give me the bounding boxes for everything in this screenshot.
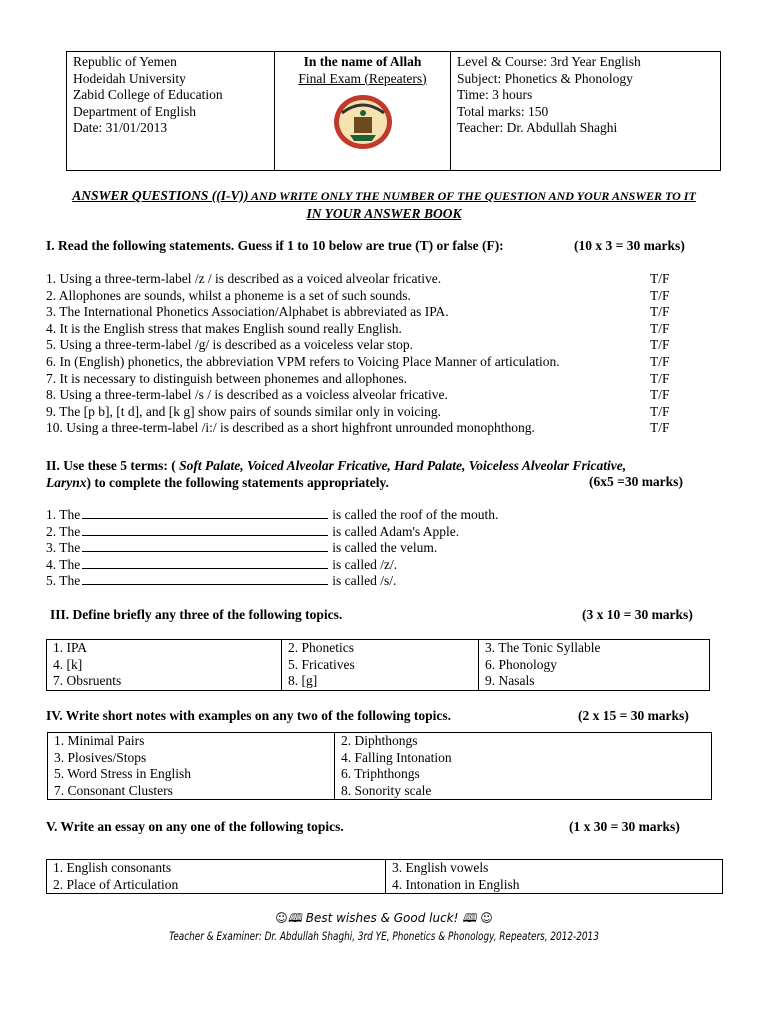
topic-item: 9. Nasals [485, 673, 535, 688]
question-2-intro: II. Use these 5 terms: ( [46, 458, 180, 473]
topic-item: 6. Phonology [485, 656, 558, 672]
answer-blank [82, 524, 328, 536]
institution-block [67, 52, 275, 170]
university-seal-icon [332, 93, 394, 151]
fill-in-suffix: is called /s/. [332, 573, 397, 589]
teacher-name: Teacher: Dr. Abdullah Shaghi [457, 120, 618, 135]
answer-blank [82, 557, 328, 569]
question-2-term-larynx: Larynx [46, 475, 87, 490]
statement-row [46, 288, 686, 305]
topics-column [47, 640, 282, 691]
statement-row [46, 304, 686, 321]
question-3-heading: III. Define briefly any three of the following topics. [50, 607, 343, 622]
basmala-title: In the name of Allah [303, 54, 422, 69]
true-false-marker: T/F [650, 271, 670, 286]
fill-in-suffix: is called the velum. [332, 540, 438, 556]
title-block [275, 52, 451, 170]
institution-line: Hodeidah University [73, 70, 186, 86]
statement-row [46, 387, 686, 404]
question-1-marks: (10 x 3 = 30 marks) [574, 238, 685, 253]
course-level: Level & Course: 3rd Year English [457, 54, 641, 69]
question-5-heading: V. Write an essay on any one of the following topics. [46, 819, 344, 834]
statement-row [46, 371, 686, 388]
fill-in-row [46, 557, 498, 574]
exam-header [66, 51, 721, 171]
true-false-marker: T/F [650, 420, 670, 436]
instruction-answer-book: IN YOUR ANSWER BOOK [306, 206, 462, 221]
question-4-topics-table [47, 732, 712, 800]
instruction-main: ANSWER QUESTIONS ((I-V)) [72, 188, 249, 203]
question-4-marks: (2 x 15 = 30 marks) [578, 708, 689, 723]
true-false-marker: T/F [650, 387, 670, 403]
institution-line: Zabid College of Education [73, 87, 223, 102]
total-marks: Total marks: 150 [457, 103, 549, 119]
topic-item: 7. Consonant Clusters [54, 782, 173, 798]
true-false-marker: T/F [650, 320, 670, 336]
fill-in-prefix: 1. The [46, 507, 81, 522]
statement-text: 7. It is necessary to distinguish between phonemes and allophones. [46, 370, 408, 386]
topics-column [48, 733, 335, 800]
question-2-marks: (6x5 =30 marks) [589, 474, 683, 489]
statement-row [46, 404, 686, 421]
statement-row [46, 321, 686, 338]
topics-column [282, 640, 479, 691]
answer-blank [82, 573, 328, 585]
instruction-line-2 [0, 206, 768, 222]
fill-in-row [46, 573, 498, 590]
fill-in-blank-list [46, 507, 498, 590]
statement-row [46, 420, 686, 437]
exam-type: Final Exam (Repeaters) [298, 70, 427, 86]
instruction-detail: AND WRITE ONLY THE NUMBER OF THE QUESTION AND YOUR ANSWER TO IT [248, 189, 696, 203]
question-2-instruction: ) to complete the following statements appropriately. [86, 475, 389, 490]
topic-item: 1. English consonants [53, 860, 172, 875]
statement-row [46, 271, 686, 288]
fill-in-row [46, 507, 498, 524]
fill-in-prefix: 4. The [46, 556, 81, 572]
topic-item: 3. English vowels [392, 860, 489, 875]
topic-item: 3. The Tonic Syllable [485, 640, 601, 655]
exam-date: Date: 31/01/2013 [73, 120, 168, 135]
statement-text: 9. The [p b], [t d], and [k g] show pairs of sounds similar only in voicing. [46, 403, 441, 419]
statement-text: 3. The International Phonetics Association/Alphabet is abbreviated as IPA. [46, 304, 449, 320]
statement-text: 5. Using a three-term-label /g/ is described as a voiceless velar stop. [46, 337, 414, 353]
topic-item: 4. [k] [53, 656, 83, 672]
topics-column [386, 860, 723, 894]
topics-column [335, 733, 712, 800]
topic-item: 8. Sonority scale [341, 782, 432, 798]
general-instruction [0, 188, 768, 204]
true-false-marker: T/F [650, 287, 670, 303]
topic-item: 5. Fricatives [288, 656, 355, 672]
topic-item: 2. Place of Articulation [53, 876, 179, 892]
question-1-heading: I. Read the following statements. Guess if 1 to 10 below are true (T) or false (F): [46, 238, 504, 253]
fill-in-row [46, 540, 498, 557]
statement-text: 2. Allophones are sounds, whilst a phoneme is a set of such sounds. [46, 287, 411, 303]
statement-text: 4. It is the English stress that makes English sound really English. [46, 320, 402, 336]
institution-line: Republic of Yemen [73, 54, 177, 69]
true-false-marker: T/F [650, 370, 670, 386]
fill-in-row [46, 524, 498, 541]
question-5-topics-table [46, 859, 723, 894]
topic-item: 8. [g] [288, 673, 318, 688]
topic-item: 2. Phonetics [288, 640, 354, 655]
good-luck-message: ☺🕮 Best wishes & Good luck! 🕮 ☺ [275, 911, 493, 925]
topic-item: 4. Intonation in English [392, 876, 520, 892]
topic-item: 3. Plosives/Stops [54, 749, 147, 765]
true-false-marker: T/F [650, 403, 670, 419]
topic-item: 7. Obsruents [53, 673, 122, 688]
fill-in-suffix: is called /z/. [332, 556, 398, 572]
topic-item: 4. Falling Intonation [341, 749, 452, 765]
topic-item: 2. Diphthongs [341, 733, 418, 748]
statement-text: 1. Using a three-term-label /z / is described as a voiced alveolar fricative. [46, 271, 442, 286]
true-false-marker: T/F [650, 353, 670, 369]
answer-blank [82, 507, 328, 519]
course-subject: Subject: Phonetics & Phonology [457, 70, 633, 86]
statement-text: 6. In (English) phonetics, the abbreviation VPM refers to Voicing Place Manner of articulation. [46, 353, 560, 369]
statement-row [46, 354, 686, 371]
question-4-heading: IV. Write short notes with examples on any two of the following topics. [46, 708, 452, 723]
question-3-marks: (3 x 10 = 30 marks) [582, 607, 693, 622]
fill-in-prefix: 3. The [46, 540, 81, 556]
true-false-list [46, 271, 686, 437]
statement-text: 10. Using a three-term-label /i:/ is described as a short highfront unrounded monophthong. [46, 420, 535, 436]
statement-row [46, 337, 686, 354]
examiner-signature-line: Teacher & Examiner: Dr. Abdullah Shaghi, 3rd YE, Phonetics & Phonology, Repeaters, 2012-2013 [169, 929, 599, 943]
true-false-marker: T/F [650, 304, 670, 320]
topic-item: 5. Word Stress in English [54, 766, 192, 781]
statement-text: 8. Using a three-term-label /s / is described as a voicless alveolar fricative. [46, 387, 448, 403]
true-false-marker: T/F [650, 337, 670, 353]
fill-in-suffix: is called the roof of the mouth. [332, 507, 499, 522]
fill-in-suffix: is called Adam's Apple. [332, 523, 460, 539]
topics-column [47, 860, 386, 894]
answer-blank [82, 540, 328, 552]
course-info-block [451, 52, 720, 170]
question-3-topics-table [46, 639, 710, 691]
fill-in-prefix: 2. The [46, 523, 81, 539]
topics-column [479, 640, 710, 691]
topic-item: 6. Triphthongs [341, 766, 420, 781]
topic-item: 1. Minimal Pairs [54, 733, 145, 748]
topic-item: 1. IPA [53, 640, 88, 655]
question-5-marks: (1 x 30 = 30 marks) [569, 819, 680, 834]
fill-in-prefix: 5. The [46, 573, 81, 589]
institution-line: Department of English [73, 103, 196, 119]
exam-time: Time: 3 hours [457, 87, 533, 102]
question-2-terms: Soft Palate, Voiced Alveolar Fricative, Hard Palate, Voiceless Alveolar Fricative, [179, 458, 627, 473]
